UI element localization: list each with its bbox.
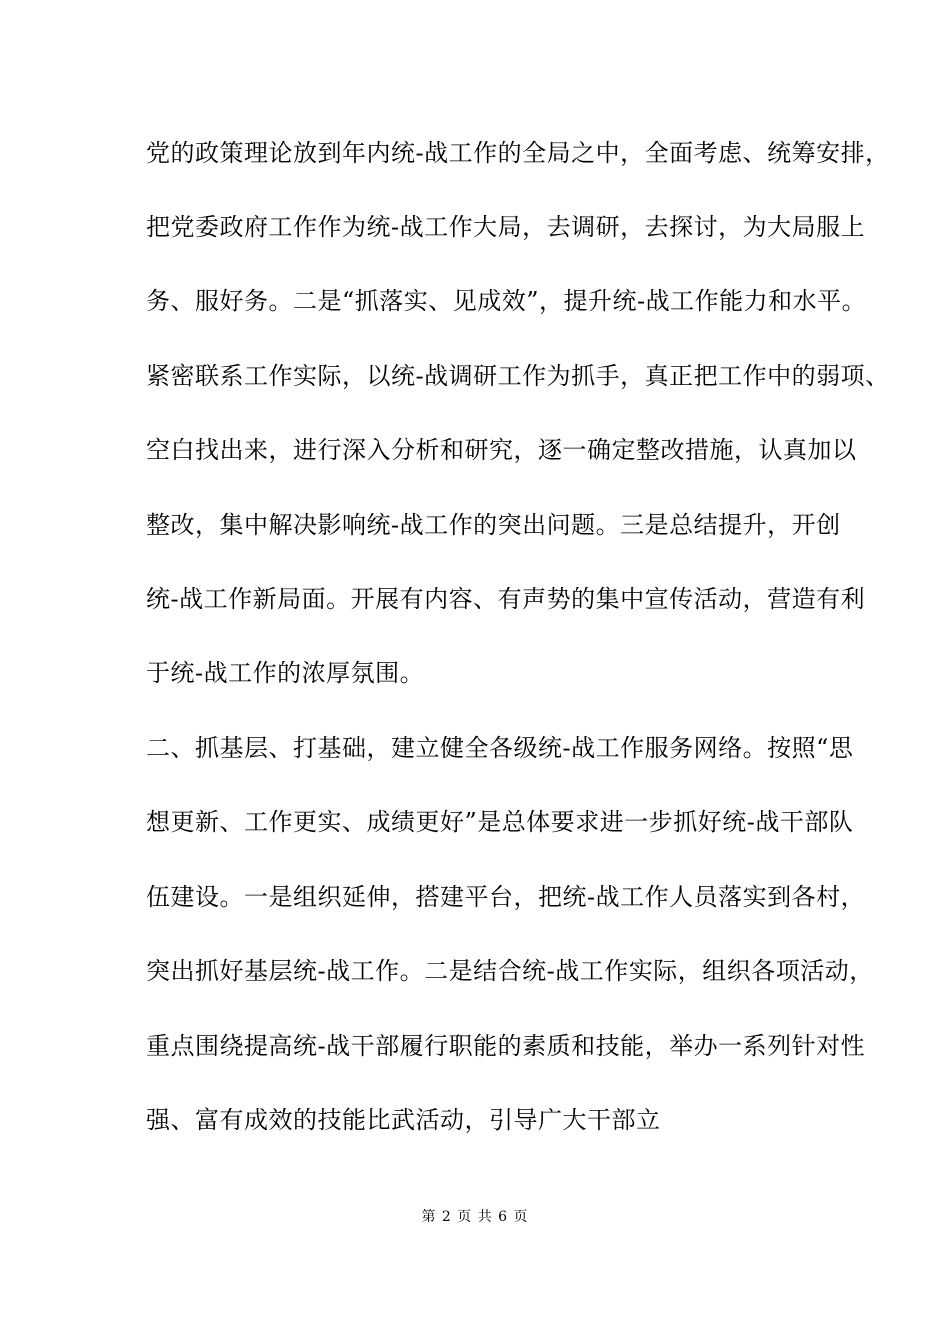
- body-line-1: 党的政策理论放到年内统-战工作的全局之中，全面考虑、统筹安排，: [146, 139, 890, 167]
- body-line-8: 于统-战工作的浓厚氛围。: [146, 659, 425, 687]
- body-line-6: 整改，集中解决影响统-战工作的突出问题。三是总结提升，开创: [146, 511, 841, 539]
- body-line-4: 紧密联系工作实际，以统-战调研工作为抓手，真正把工作中的弱项、: [146, 362, 890, 390]
- body-line-9: 二、抓基层、打基础，建立健全各级统-战工作服务网络。按照“思: [146, 734, 854, 762]
- body-line-7: 统-战工作新局面。开展有内容、有声势的集中宣传活动，营造有利: [146, 585, 866, 613]
- page-number-footer: 第 2 页 共 6 页: [421, 1209, 529, 1225]
- body-line-14: 强、富有成效的技能比武活动，引导广大干部立: [146, 1106, 661, 1134]
- body-line-13: 重点围绕提高统-战干部履行职能的素质和技能，举办一系列针对性: [146, 1032, 866, 1060]
- body-line-11: 伍建设。一是组织延伸，搭建平台，把统-战工作人员落实到各村，: [146, 883, 866, 911]
- body-line-12: 突出抓好基层统-战工作。二是结合统-战工作实际，组织各项活动，: [146, 957, 874, 985]
- body-line-2: 把党委政府工作作为统-战工作大局，去调研，去探讨，为大局服上: [146, 213, 866, 241]
- body-line-10: 想更新、工作更实、成绩更好”是总体要求进一步抓好统-战干部队: [146, 808, 854, 836]
- body-line-3: 务、服好务。二是“抓落实、见成效”，提升统-战工作能力和水平。: [146, 287, 867, 315]
- body-line-5: 空白找出来，进行深入分析和研究，逐一确定整改措施，认真加以: [146, 436, 857, 464]
